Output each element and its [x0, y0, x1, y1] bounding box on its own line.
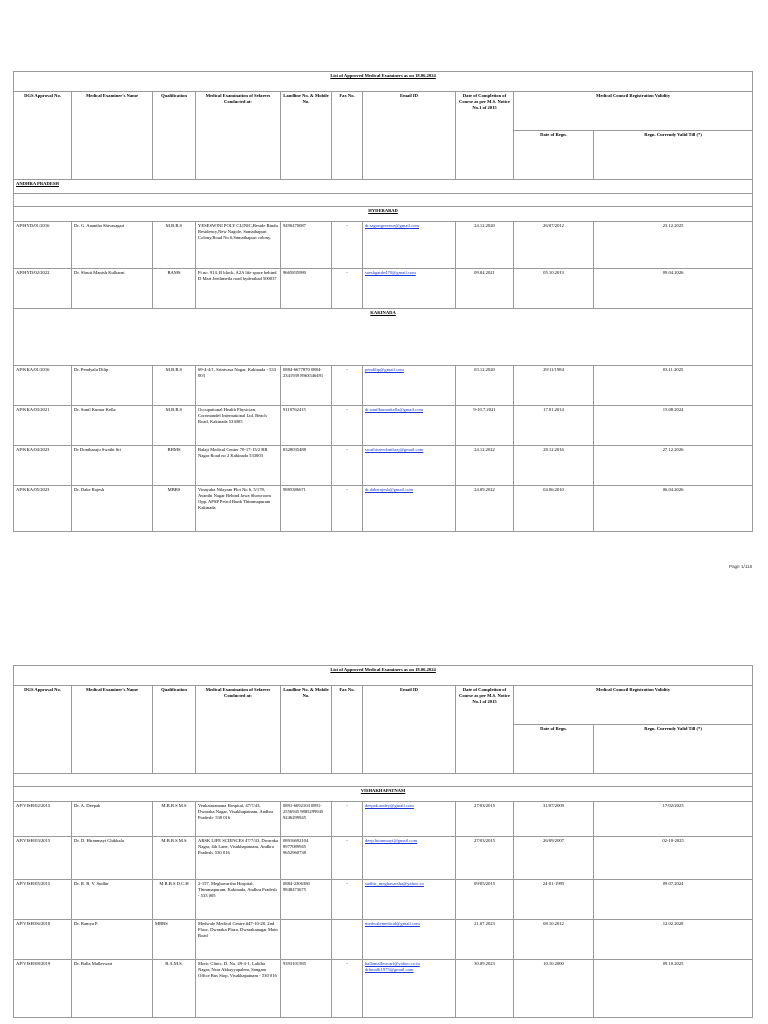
cell-dgs: AP/KKA/04/2023 [14, 446, 72, 486]
cell-valid-till: 03.11.2025 [594, 366, 753, 406]
col-header-course-date: Date of Completion of Course as per M.S. Notice No.1 of 2015 [456, 92, 514, 180]
cell-name: Dr. R. B. V. Sudhir [72, 880, 153, 920]
cell-valid-till: 17/02/2025 [594, 802, 753, 837]
cell-valid-till: 12.02.2028 [594, 920, 753, 960]
cell-course-date: 9-10.7.2021 [456, 406, 514, 446]
cell-regn-date: 05.10.2013 [514, 269, 594, 309]
table-header [14, 72, 753, 194]
cell-name: Dr. Pendyala Dilip [72, 366, 153, 406]
group-kakinada [14, 309, 753, 532]
cell-dgs: AP/VISH/06/2018 [14, 920, 72, 960]
cell-regn-date: 17.01.2014 [514, 406, 594, 446]
email-link[interactable]: ballamalleswari@yahoo.co.in drbmalli1975@gmail.com [363, 960, 456, 1018]
col-header-name: Medical Examiner's Name [72, 92, 153, 180]
cell-course-date: 30.09.2023 [456, 960, 514, 1018]
cell-dgs: AP/HYD/01/2016 [14, 222, 72, 269]
email-link[interactable]: medwalemedical@gmail.com [363, 920, 456, 960]
cell-phone: 08916692104 8977089945 9652960738 [281, 837, 332, 880]
cell-regn-date: 29/11/1984 [514, 366, 594, 406]
table-header [14, 666, 753, 774]
cell-regn-date: 10.10.2000 [514, 960, 594, 1018]
cell-regn-date: 26/09/2007 [514, 837, 594, 880]
cell-phone: 9665835980 [281, 269, 332, 309]
col-header-exam-location: Medical Examination of Sefarers Conducted at: [196, 92, 281, 180]
email-link[interactable]: pendilip@gmail.com [363, 366, 456, 406]
cell-qualification: B.A.M.S. [153, 960, 196, 1018]
cell-valid-till: 02-10-2025 [594, 837, 753, 880]
email-link[interactable]: sudhir_meghavarsha@yahoo.co [363, 880, 456, 920]
cell-fax: - [332, 486, 363, 532]
col-header-fax: Fax No. [332, 686, 363, 774]
cell-address: Venkataramana Hospital, 47/7/43, Dwaraka Nagar, Visakhapatnam, Andhra Pradesh- 530 016 [196, 802, 281, 837]
cell-regn-date: 26/07/2012 [514, 222, 594, 269]
col-header-phone: Landline No. & Mobile No. [281, 686, 332, 774]
cell-fax: - [332, 269, 363, 309]
col-header-qualification: Qualification [153, 92, 196, 180]
table-title: List of Approved Medical Examiners as on 18.06.2024 [14, 666, 753, 686]
cell-regn-date: 31/07/2009 [514, 802, 594, 837]
group-vishakhapatnam [14, 774, 753, 1018]
table-row [14, 802, 753, 837]
cell-fax: - [332, 446, 363, 486]
cell-qualification: M.B.B.S M.S [153, 837, 196, 880]
cell-regn-date: 04.06.2010 [514, 486, 594, 532]
col-header-dgs: DGS Approval No. [14, 686, 72, 774]
email-link[interactable]: saeshgarde470@gmail.com [363, 269, 456, 309]
table-row [14, 880, 753, 920]
page-number: Page 1/116 [729, 564, 753, 569]
cell-qualification: M.B.B.S [153, 222, 196, 269]
cell-dgs: AP/HYD/02/2022 [14, 269, 72, 309]
table-row [14, 269, 753, 309]
cell-regn-date: 24-01-1995 [514, 880, 594, 920]
examiner-table-sheet-2 [13, 665, 752, 1018]
col-header-dgs: DGS Approval No. [14, 92, 72, 180]
cell-valid-till: 09.07.2024 [594, 880, 753, 920]
cell-name: Dr. Dake Rajesh [72, 486, 153, 532]
cell-phone: 0891-6692104 0891-2556945 9885299945 9246299945 [281, 802, 332, 837]
cell-name: Dr. A. Deepak [72, 802, 153, 837]
cell-name: Dr. G. Anantha Shivasagari [72, 222, 153, 269]
cell-valid-till: 23.12.2025 [594, 222, 753, 269]
email-link[interactable]: deepak.andey@gmail.com [363, 802, 456, 837]
cell-dgs: AP/VISH/02/2015 [14, 802, 72, 837]
cell-course-date: 27/03/2015 [456, 802, 514, 837]
cell-address: ARSK LIFE SCIENCES 47/7/43, Dwaraka Nagar, 4th Lane, Visakhapatnam, Andhra Pradesh, 530 016 [196, 837, 281, 880]
cell-phone: 0884-6677870 0884-2341939 8963546491 [281, 366, 332, 406]
city-heading: KAKINADA [14, 309, 753, 366]
col-header-qualification: Qualification [153, 686, 196, 774]
table-row [14, 366, 753, 406]
cell-course-date: 24.09.2022 [456, 486, 514, 532]
col-header-valid-till: Regn. Currendy Valid Till (*) [594, 725, 753, 774]
email-link[interactable]: dr.sagarigreatwe@gmail.com [363, 222, 456, 269]
cell-course-date: 09.04.2021 [456, 269, 514, 309]
state-heading: ANDHRA PRADESH [14, 180, 753, 194]
cell-phone: 0884-2306380 9848473675 [281, 880, 332, 920]
email-link[interactable]: dr.dakerajesh@gmail.com [363, 486, 456, 532]
cell-fax: - [332, 880, 363, 920]
cell-fax: - [332, 960, 363, 1018]
email-link[interactable]: swathisreedonthraj@gmail.com [363, 446, 456, 486]
cell-dgs: AP/VISH/08/2019 [14, 960, 72, 1018]
col-header-regn-date: Date of Regn. [514, 131, 594, 180]
cell-address: Occupational Health Physician. Coromandel International Ltd, Beach Road, Kakinada 533005 [196, 406, 281, 446]
cell-address: Medwale Medical Centre,#47-10-28, 2nd Floor, Dwaraka Plaza, Dwarakanagar Main Road [196, 920, 281, 960]
col-header-exam-location: Medical Examination of Sefarers Conducted at: [196, 686, 281, 774]
cell-valid-till: 09.10.2025 [594, 960, 753, 1018]
cell-dgs: AP/KKA/05/2023 [14, 486, 72, 532]
city-heading: VISHAKHAPATNAM [14, 787, 753, 802]
cell-address: YESESWINI POLY CLINIC,Beside Bindu Residency,New Nagole, Samathapuri Colony,Road No.6,Samathapuri colony, [196, 222, 281, 269]
cell-qualification: M.B.B.S [153, 366, 196, 406]
cell-phone: 8328035488 [281, 446, 332, 486]
cell-valid-till: 27.12.2026 [594, 446, 753, 486]
group-spacer [14, 774, 753, 787]
cell-fax: - [332, 802, 363, 837]
cell-dgs: AP/KKA/03/2021 [14, 406, 72, 446]
cell-valid-till: 06.04.2026 [594, 486, 753, 532]
table-row [14, 837, 753, 880]
cell-qualification: M.B.B.S [153, 406, 196, 446]
cell-qualification: MBBS [153, 920, 196, 960]
cell-name: Dr. Ramya P. [72, 920, 153, 960]
cell-regn-date: 28.12.2016 [514, 446, 594, 486]
cell-course-date: 24.12.2020 [456, 222, 514, 269]
cell-phone: 9490470087 [281, 222, 332, 269]
cell-course-date: 24.12.2022 [456, 446, 514, 486]
table-row [14, 446, 753, 486]
cell-qualification: MBBS [153, 486, 196, 532]
cell-course-date: 27/03/2015 [456, 837, 514, 880]
email-link[interactable]: dr.sunilkumarkella@gmail.com [363, 406, 456, 446]
cell-phone: 9393101585 [281, 960, 332, 1018]
cell-name: Dr. D. Hiranmayi Chikkala [72, 837, 153, 880]
col-header-regn-date: Date of Regn. [514, 725, 594, 774]
cell-dgs: AP/VISH/03/2015 [14, 837, 72, 880]
cell-fax: - [332, 406, 363, 446]
col-header-course-date: Date of Completion of Course as per M.S. Notice No.1 of 2015 [456, 686, 514, 774]
cell-qualification: BHMS [153, 446, 196, 486]
cell-phone: 9110762415 [281, 406, 332, 446]
cell-qualification: M.B.B.S M.S [153, 802, 196, 837]
cell-course-date: 03.12.2020 [456, 366, 514, 406]
table-title: List of Approved Medical Examiners as on 18.06.2024 [14, 72, 753, 92]
examiner-table [13, 665, 753, 1018]
cell-qualification: M.B.B.S D.C.H [153, 880, 196, 920]
table-row [14, 222, 753, 269]
cell-address: 69-4-4/1, Srinivasa Nagar, Kakinada - 533 003 [196, 366, 281, 406]
table-row [14, 486, 753, 532]
cell-address: Balaji Medical Center 70-17-15/2 RR Nagar Road no 2 Kakinada 533003 [196, 446, 281, 486]
cell-regn-date: 08.10.2012 [514, 920, 594, 960]
city-heading: HYDERABAD [14, 207, 753, 222]
email-link[interactable]: deep.hiranmayi@gmail.com [363, 837, 456, 880]
col-header-council: Medical Council Registration Validity [514, 92, 753, 131]
group-spacer [14, 194, 753, 207]
cell-fax [332, 920, 363, 960]
table-row [14, 960, 753, 1018]
col-header-council: Medical Council Registration Validity [514, 686, 753, 725]
cell-qualification: BAMS [153, 269, 196, 309]
cell-name: Dr Dontharaju Swathi Sri [72, 446, 153, 486]
cell-name: Dr. Balla Malleswari [72, 960, 153, 1018]
cell-name: Dr. Sunil Kumar Kella [72, 406, 153, 446]
examiner-table-sheet-1 [13, 71, 752, 532]
cell-address: Ft no. 914, B block, A2A life space behind D Mart Jeedimetla road hyderabad 500037 [196, 269, 281, 309]
col-header-name: Medical Examiner's Name [72, 686, 153, 774]
cell-fax: - [332, 222, 363, 269]
cell-phone: 9885386671 [281, 486, 332, 532]
cell-fax: - [332, 366, 363, 406]
col-header-fax: Fax No. [332, 92, 363, 180]
group-hyderabad [14, 194, 753, 309]
cell-phone [281, 920, 332, 960]
table-row [14, 920, 753, 960]
col-header-email: Email ID [363, 686, 456, 774]
cell-course-date: 21.07.2023 [456, 920, 514, 960]
cell-course-date: 09/05/2015 [456, 880, 514, 920]
cell-address: Moric Clinic, D. No. 49-4-1, Lalitha Nagar, Near Akkayyapalem, Sangam Office Bus Stop, Visakhapatnam - 530 016 [196, 960, 281, 1018]
cell-dgs: AP/VISH/05/2015 [14, 880, 72, 920]
col-header-email: Email ID [363, 92, 456, 180]
table-row [14, 406, 753, 446]
cell-address: Vinayaka Nilayam Plot No 6, 5/178, Avanthi Nagar Behind Jawa Showroom Opp. APSP Petrol Bunk Thimmapuram Kakinada [196, 486, 281, 532]
cell-valid-till: 09.04.2026 [594, 269, 753, 309]
cell-dgs: AP/KKA/01/2016 [14, 366, 72, 406]
cell-fax: - [332, 837, 363, 880]
examiner-table [13, 71, 753, 532]
col-header-phone: Landline No. & Mobile No. [281, 92, 332, 180]
cell-valid-till: 15.08.2024 [594, 406, 753, 446]
cell-address: 2-157, Meghavarsha Hospital, Thimmapuram, Kakinada, Andhra Pradesh - 533 005 [196, 880, 281, 920]
cell-name: Dr. Shruti Manish Kulkarni [72, 269, 153, 309]
col-header-valid-till: Regn. Currendy Valid Till (*) [594, 131, 753, 180]
